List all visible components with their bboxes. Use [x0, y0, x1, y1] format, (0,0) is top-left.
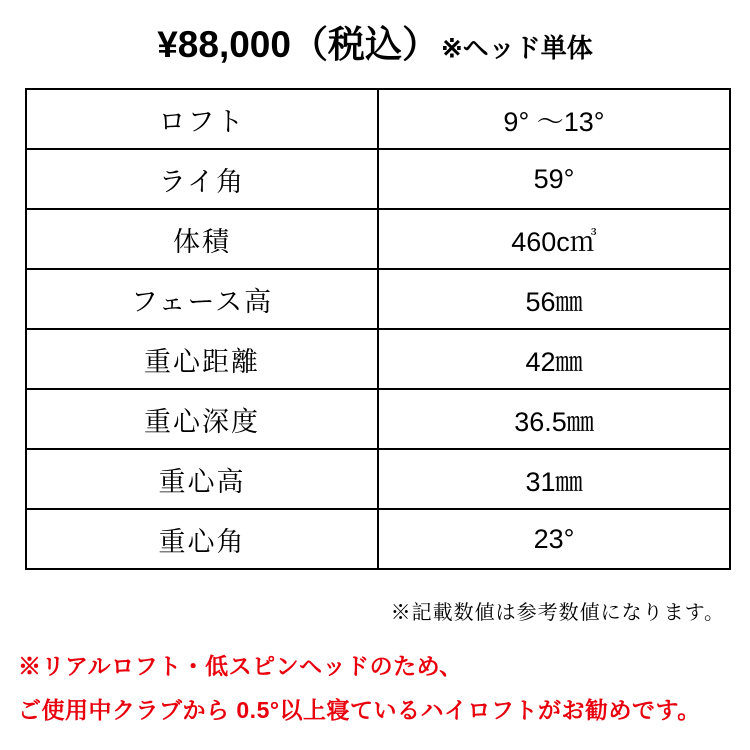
table-row — [26, 509, 730, 569]
spec-value — [378, 329, 730, 389]
spec-table — [25, 88, 731, 570]
warning-line-2: ご使用中クラブから 0.5°以上寝ているハイロフトがお勧めです。 — [18, 697, 701, 723]
table-row — [26, 269, 730, 329]
table-row — [26, 209, 730, 269]
spec-value — [378, 89, 730, 149]
spec-value-text: 42㎜ — [525, 346, 583, 377]
spec-label: ライ角 — [26, 149, 378, 209]
table-row — [26, 89, 730, 149]
spec-label: 体積 — [26, 209, 378, 269]
price-value: ¥88,000（税込） — [157, 24, 439, 65]
table-row — [26, 389, 730, 449]
spec-value-text: 460c㎥ — [511, 226, 597, 257]
table-row — [26, 329, 730, 389]
spec-value-text: 31㎜ — [525, 466, 583, 497]
spec-value-text: 23° — [533, 523, 575, 554]
spec-value — [378, 449, 730, 509]
warning-line-1: ※リアルロフト・低スピンヘッドのため、 — [18, 653, 463, 679]
price-heading — [0, 14, 750, 68]
price-note: ※ヘッド単体 — [440, 33, 593, 63]
spec-label: 重心角 — [26, 509, 378, 569]
table-row — [26, 449, 730, 509]
spec-value-text: 9° ～13° — [503, 106, 605, 137]
table-row — [26, 149, 730, 209]
spec-value-text: 56㎜ — [525, 286, 583, 317]
spec-value — [378, 149, 730, 209]
spec-value-text: 36.5㎜ — [514, 406, 594, 437]
spec-label: ロフト — [26, 89, 378, 149]
spec-label: 重心距離 — [26, 329, 378, 389]
spec-value — [378, 389, 730, 449]
spec-value — [378, 509, 730, 569]
spec-value — [378, 209, 730, 269]
spec-label: 重心深度 — [26, 389, 378, 449]
reference-footnote: ※記載数値は参考数値になります。 — [390, 602, 725, 624]
spec-value-text: 59° — [533, 163, 575, 194]
spec-label: フェース高 — [26, 269, 378, 329]
spec-label: 重心高 — [26, 449, 378, 509]
spec-value — [378, 269, 730, 329]
